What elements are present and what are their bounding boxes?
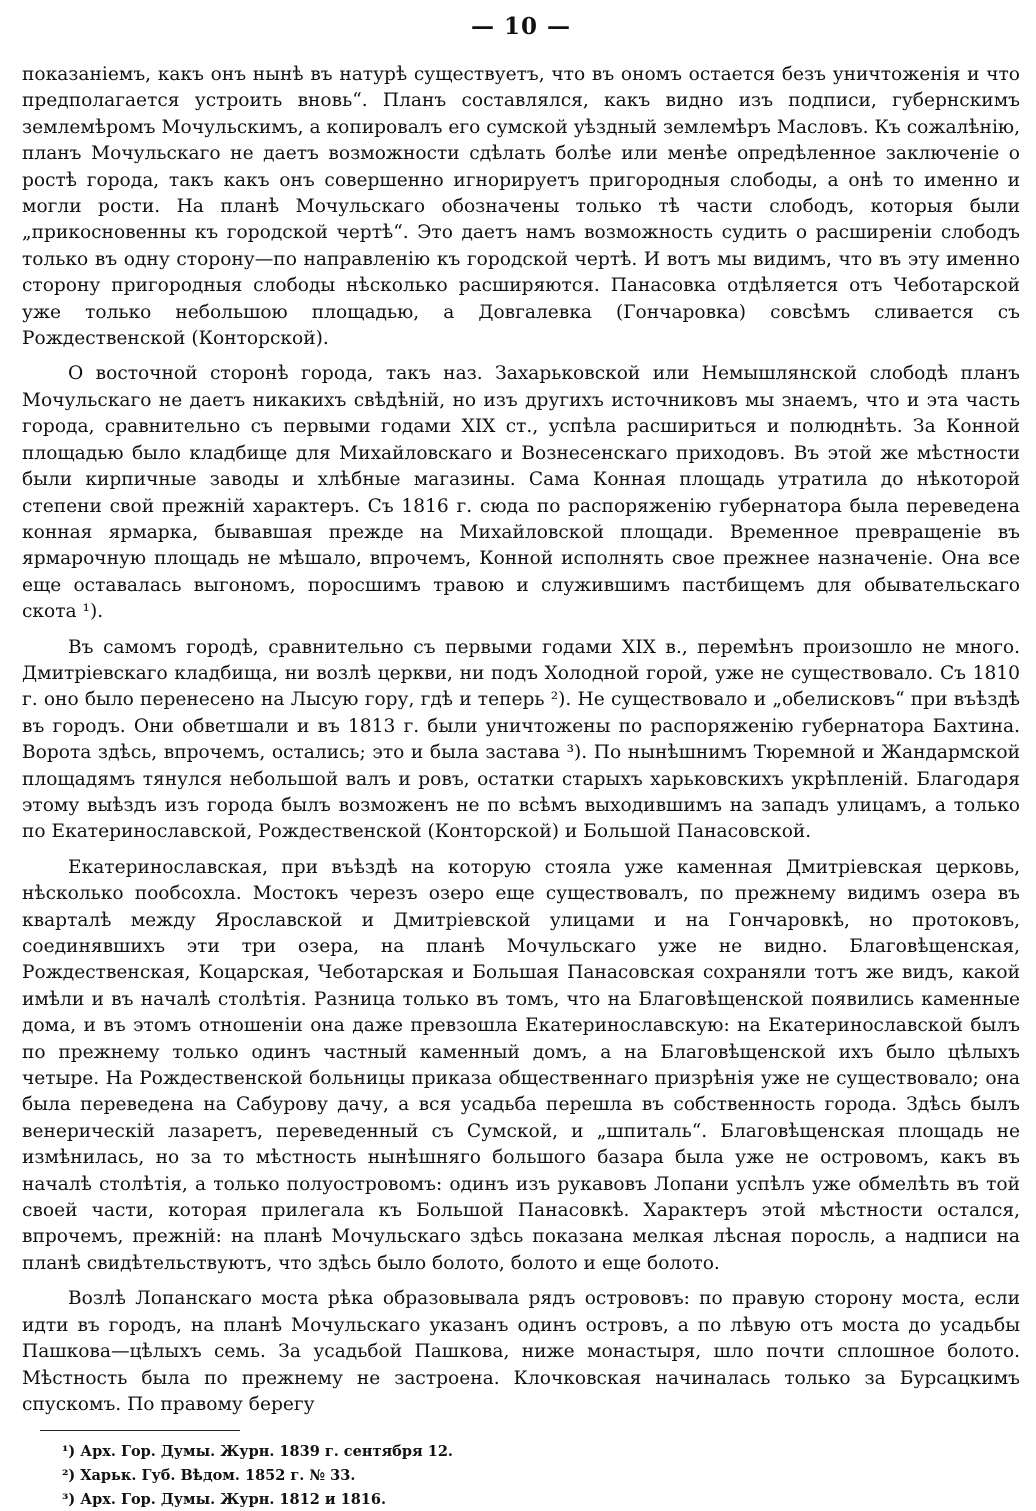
body-text: [22, 62, 1020, 1418]
footnote-2: ²) Харьк. Губ. Вѣдом. 1852 г. № 33.: [62, 1467, 356, 1485]
paragraph-3: Въ самомъ городѣ, сравнительно съ первыми годами XIX в., перемѣнъ произошло не много. Дмитріевскаго кладбища, ни возлѣ церкви, ни подъ Холодной горой, уже не существовало. Съ 1810 г. оно было перенесено на Лысую гору, гдѣ и теперь ²). Не существовало и „обелисковъ“ при въѣздѣ въ городъ. Они обветшали и въ 1813 г. были уничтожены по распоряженію губернатора Бахтина. Ворота здѣсь, впрочемъ, остались; это и была застава ³). По нынѣшнимъ Тюремной и Жандармской площадямъ тянулся небольшой валъ и ровъ, остатки старыхъ харьковскихъ укрѣпленій. Благодаря этому выѣздъ изъ города былъ возможенъ не по всѣмъ выходившимъ на западъ улицамъ, а только по Екатеринославской, Рождественской (Конторской) и Большой Панасовской.: [22, 636, 1020, 843]
paragraph-2: О восточной сторонѣ города, такъ наз. Захарьковской или Немышлянской слободѣ планъ Мочульскаго не даетъ никакихъ свѣдѣній, но изъ другихъ источниковъ мы знаемъ, что и эта часть города, сравнительно съ первыми годами XIX ст., успѣла расшириться и полюднѣть. За Конной площадью было кладбище для Михайловскаго и Вознесенскаго приходовъ. Въ этой же мѣстности были кирпичные заводы и хлѣбные магазины. Сама Конная площадь утратила до нѣкоторой степени свой прежній характеръ. Съ 1816 г. сюда по распоряженію губернатора была переведена конная ярмарка, бывавшая прежде на Михайловской площади. Временное превращеніе въ ярмарочную площадь не мѣшало, впрочемъ, Конной исполнять свое прежнее назначеніе. Она все еще оставалась выгономъ, поросшимъ травою и служившимъ пастбищемъ для обывательскаго скота ¹).: [22, 363, 1020, 623]
page-number: — 10 —: [470, 13, 572, 40]
footnote-divider: [40, 1430, 240, 1431]
paragraph-1: показаніемъ, какъ онъ нынѣ въ натурѣ существуетъ, что въ ономъ остается безъ уничтоженія и что предполагается устроить вновь“. Планъ составлялся, какъ видно изъ подписи, губернскимъ землемѣромъ Мочульскимъ, а копировалъ его сумской уѣздный землемѣръ Масловъ. Къ сожалѣнію, планъ Мочульскаго не даетъ возможности сдѣлать болѣе или менѣе опредѣленное заключеніе о ростѣ города, такъ какъ онъ совершенно игнорируетъ пригородныя слободы, а онѣ то именно и могли рости. На планѣ Мочульскаго обозначены только тѣ части слободъ, которыя были „прикосновенны къ городской чертѣ“. Это даетъ намъ возможность судить о расширеніи слободъ только въ одну сторону—по направленію къ городской чертѣ. И вотъ мы видимъ, что въ эту именно сторону пригородныя слободы нѣсколько расширяются. Панасовка отдѣляется отъ Чеботарской уже только небольшою площадью, а Довгалевка (Гончаровка) совсѣмъ сливается съ Рождественской (Конторской).: [22, 64, 1020, 350]
footnote-1: ¹) Арх. Гор. Думы. Журн. 1839 г. сентября 12.: [62, 1443, 453, 1461]
paragraph-4: Екатеринославская, при въѣздѣ на которую стояла уже каменная Дмитріевская церковь, нѣсколько пообсохла. Мостокъ черезъ озеро еще существовалъ, по прежнему видимъ озера въ кварталѣ между Ярославской и Дмитріевской улицами и на Гончаровкѣ, но протоковъ, соединявшихъ эти три озера, на планѣ Мочульскаго уже не видно. Благовѣщенская, Рождественская, Коцарская, Чеботарская и Большая Панасовская сохраняли тотъ же видъ, какой имѣли и въ началѣ столѣтія. Разница только въ томъ, что на Благовѣщенской появились каменные дома, и въ этомъ отношеніи она даже превзошла Екатеринославскую: на Екатеринославской былъ по прежнему только одинъ частный каменный домъ, а на Благовѣщенской ихъ было цѣлыхъ четыре. На Рождественской больницы приказа общественнаго призрѣнія уже не существовало; она была переведена на Сабурову дачу, а вся усадьба перешла въ собственность города. Здѣсь былъ венерическій лазаретъ, переведенный съ Сумской, и „шпиталь“. Благовѣщенская площадь не измѣнилась, но за то мѣстность нынѣшняго большого базара была уже не островомъ, какъ въ началѣ столѣтія, а только полуостровомъ: одинъ изъ рукавовъ Лопани успѣлъ уже обмелѣть въ той своей части, которая прилегала къ Большой Панасовкѣ. Характеръ этой мѣстности остался, впрочемъ, прежній: на планѣ Мочульскаго здѣсь показана мелкая лѣсная поросль, а надписи на планѣ свидѣтельствуютъ, что здѣсь было болото, болото и еще болото.: [22, 856, 1020, 1274]
footnotes: [62, 1441, 1020, 1511]
paragraph-5: Возлѣ Лопанскаго моста рѣка образовывала рядъ острововъ: по правую сторону моста, если идти въ городъ, на планѣ Мочульскаго указанъ одинъ островъ, а по лѣвую отъ моста до усадьбы Пашкова—цѣлыхъ семь. За усадьбой Пашкова, ниже монастыря, шло почти сплошное болото. Мѣстность была по прежнему не застроена. Клочковская начиналась только за Бурсацкимъ спускомъ. По правому берегу: [22, 1288, 1020, 1415]
footnote-3: ³) Арх. Гор. Думы. Журн. 1812 и 1816.: [62, 1491, 387, 1509]
